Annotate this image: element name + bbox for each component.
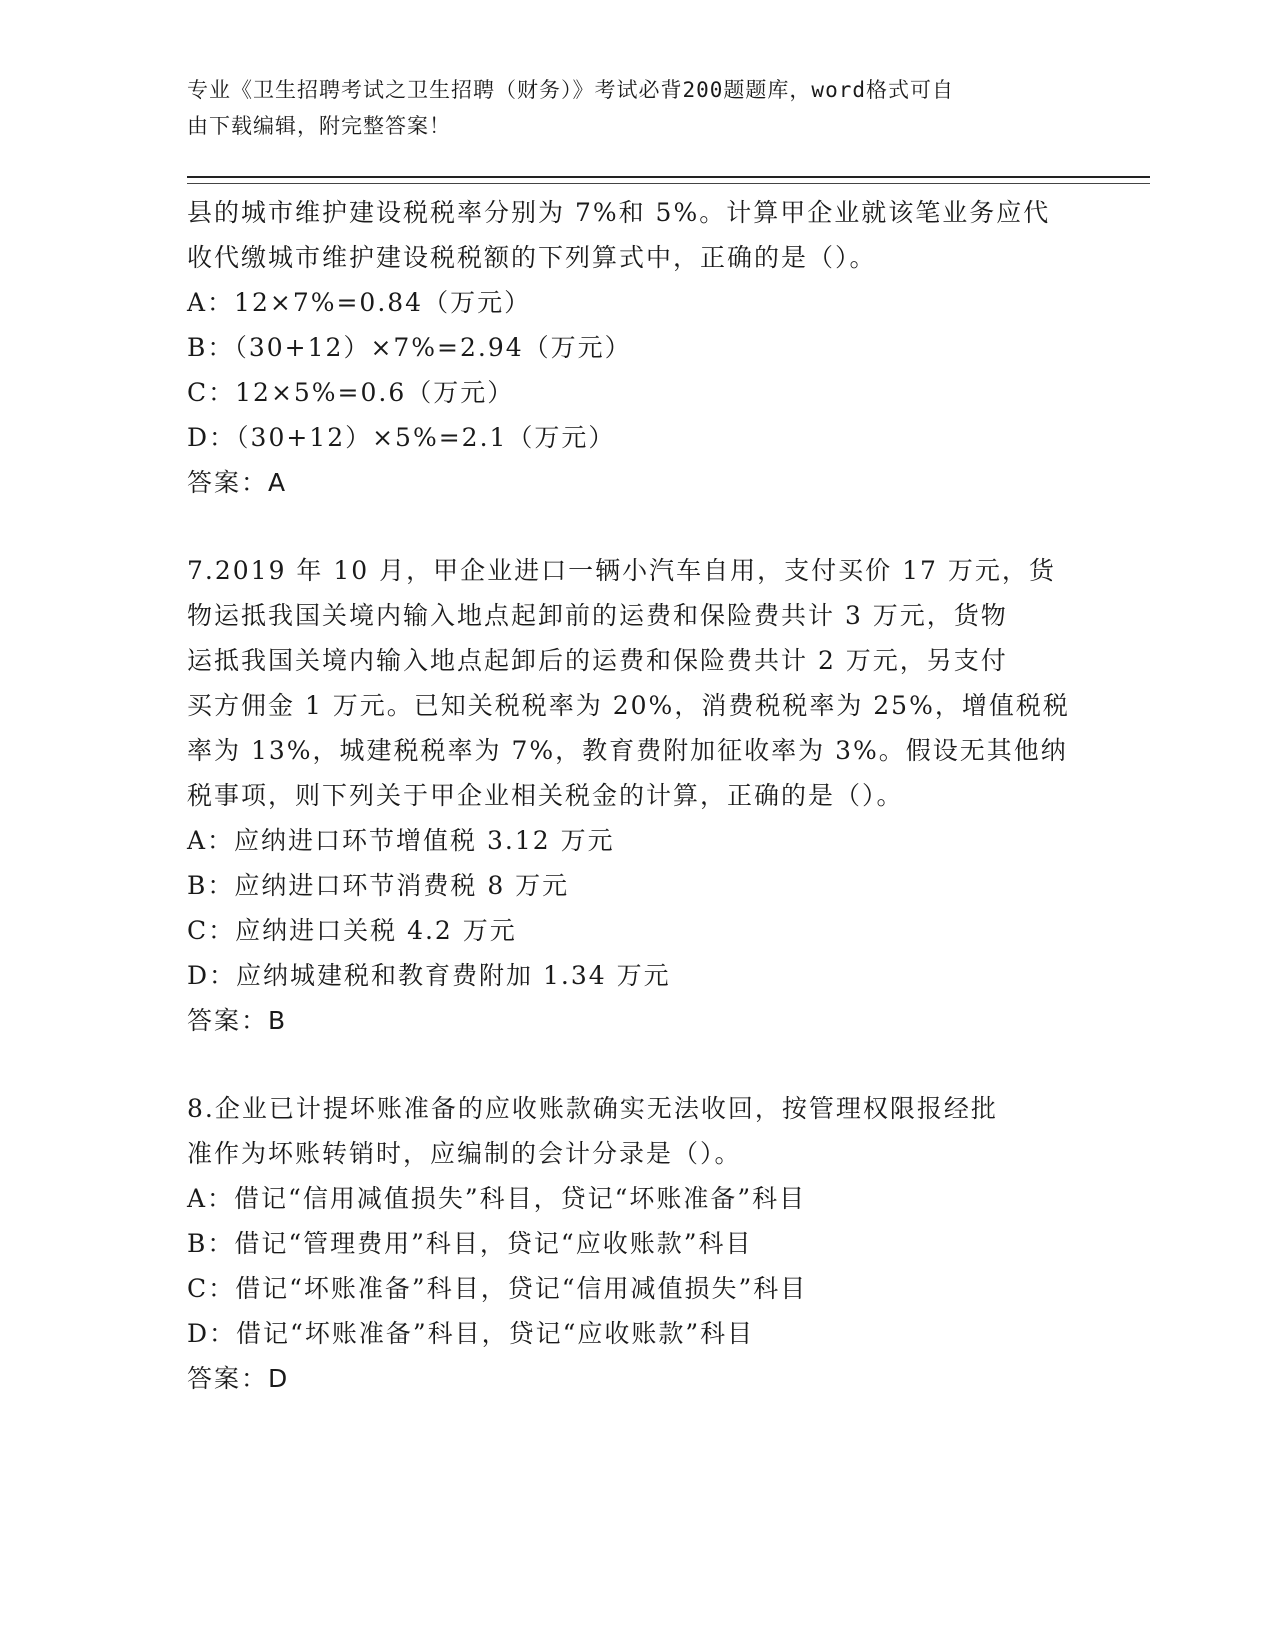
question-6-stem-line: 县的城市维护建设税税率分别为 7%和 5%。计算甲企业就该笔业务应代 xyxy=(187,198,1051,227)
question-7-stem-line: 7.2019 年 10 月，甲企业进口一辆小汽车自用，支付买价 17 万元，货 xyxy=(187,556,1056,585)
question-8-option-d: D：借记“坏账准备”科目，贷记“应收账款”科目 xyxy=(187,1319,755,1348)
question-6-option-a: A：12×7%=0.84（万元） xyxy=(187,288,532,317)
question-6-stem-line: 收代缴城市维护建设税税额的下列算式中，正确的是（）。 xyxy=(187,243,877,272)
question-content xyxy=(187,190,1070,1401)
question-7-option-b: B：应纳进口环节消费税 8 万元 xyxy=(187,871,570,900)
question-8-answer: 答案：D xyxy=(187,1364,290,1393)
question-7-stem-line: 买方佣金 1 万元。已知关税税率为 20%，消费税税率为 25%，增值税税 xyxy=(187,691,1070,720)
question-7-stem-line: 率为 13%，城建税税率为 7%，教育费附加征收率为 3%。假设无其他纳 xyxy=(187,736,1068,765)
question-8-option-b: B：借记“管理费用”科目，贷记“应收账款”科目 xyxy=(187,1229,753,1258)
header-line-1: 专业《卫生招聘考试之卫生招聘（财务）》考试必背200题题库，word格式可自 xyxy=(187,78,954,102)
question-7-stem-line: 税事项，则下列关于甲企业相关税金的计算，正确的是（）。 xyxy=(187,781,904,810)
question-6-option-b: B：（30+12）×7%=2.94（万元） xyxy=(187,333,632,362)
document-header xyxy=(187,72,1067,144)
question-8 xyxy=(187,1086,1067,1401)
question-6-option-c: C：12×5%=0.6（万元） xyxy=(187,378,515,407)
question-7-stem-line: 运抵我国关境内输入地点起卸后的运费和保险费共计 2 万元，另支付 xyxy=(187,646,1008,675)
question-7-option-d: D：应纳城建税和教育费附加 1.34 万元 xyxy=(187,961,671,990)
question-7-answer: 答案：B xyxy=(187,1006,288,1035)
header-rule-thin xyxy=(187,183,1150,184)
question-8-stem-line: 准作为坏账转销时，应编制的会计分录是（）。 xyxy=(187,1139,742,1168)
question-6-option-d: D：（30+12）×5%=2.1（万元） xyxy=(187,423,616,452)
question-8-option-a: A：借记“信用减值损失”科目，贷记“坏账准备”科目 xyxy=(187,1184,807,1213)
question-8-option-c: C：借记“坏账准备”科目，贷记“信用减值损失”科目 xyxy=(187,1274,808,1303)
question-7-option-c: C：应纳进口关税 4.2 万元 xyxy=(187,916,517,945)
question-6-answer: 答案：A xyxy=(187,468,288,497)
header-line-2: 由下载编辑，附完整答案！ xyxy=(187,114,451,138)
question-7-stem-line: 物运抵我国关境内输入地点起卸前的运费和保险费共计 3 万元，货物 xyxy=(187,601,1008,630)
question-8-stem-line: 8.企业已计提坏账准备的应收账款确实无法收回，按管理权限报经批 xyxy=(187,1094,998,1123)
header-rule-thick xyxy=(187,176,1150,178)
question-6 xyxy=(187,190,1067,505)
question-7 xyxy=(187,548,1070,1043)
question-7-option-a: A：应纳进口环节增值税 3.12 万元 xyxy=(187,826,615,855)
